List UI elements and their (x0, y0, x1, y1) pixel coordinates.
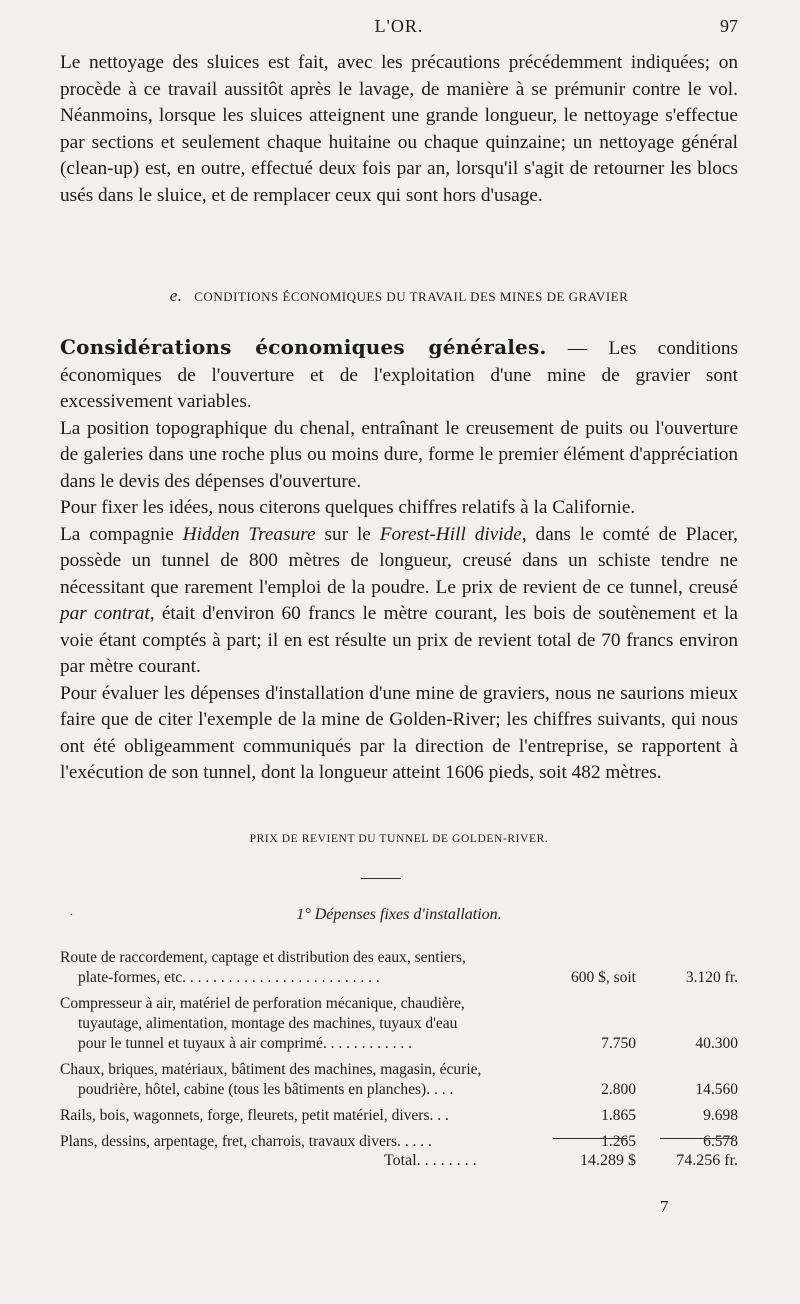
cost-dollars: 2.800 (601, 1081, 636, 1098)
cost-francs: 3.120 fr. (685, 969, 738, 986)
paragraph-rest: — Les conditions économiques de l'ouverture et de l'exploitation d'une mine de gravier sont excessivement variables. (60, 338, 738, 412)
cost-francs: 14.560 (695, 1081, 738, 1098)
body-text-economics (60, 334, 738, 787)
section-letter: e. (169, 286, 183, 305)
running-head (60, 16, 738, 42)
row-description (60, 1060, 556, 1100)
section-title: CONDITIONS ÉCONOMIQUES DU TRAVAIL DES MINES DE GRAVIER (194, 289, 629, 304)
table-row (60, 994, 740, 1054)
print-speck: · (70, 910, 74, 921)
text-run: , était d'environ 60 francs le mètre courant, les bois de soutènement et la voie étant comptés à part; il en est résulte un prix de revient total de 70 francs environ par mètre courant. (60, 603, 738, 677)
table-row (60, 948, 740, 988)
paragraph-california (60, 495, 738, 522)
signature-mark: 7 (660, 1197, 669, 1216)
row-line: Plans, dessins, arpentage, fret, charrois, travaux divers. . . . . (60, 1133, 432, 1150)
total-dollars: 14.289 $ (580, 1152, 636, 1169)
cost-francs: 9.698 (703, 1107, 738, 1124)
total-francs: 74.256 fr. (676, 1152, 738, 1169)
company-name: Hidden Treasure (182, 523, 316, 545)
text-run: sur le (315, 523, 380, 545)
cost-table (60, 948, 740, 1158)
place-name: Forest-Hill divide (379, 523, 522, 545)
table-subheading: 1° Dépenses fixes d'installation. (296, 906, 502, 923)
total-label: Total. . . . . . . . (384, 1152, 477, 1169)
table-row (60, 1060, 740, 1100)
row-description (60, 948, 556, 988)
paragraph-lead: Considérations économiques générales. (60, 335, 547, 359)
row-line: Rails, bois, wagonnets, forge, fleurets, petit matériel, divers. . . (60, 1107, 449, 1124)
text-run: La compagnie (60, 523, 183, 545)
row-line: poudrière, hôtel, cabine (tous les bâtiments en planches). . . . (78, 1081, 454, 1098)
paragraph-text: Le nettoyage des sluices est fait, avec les précautions précédemment indiquées; on procède à ce travail aussitôt après le lavage, de manière à se prémunir contre le vol. Néanmoins, lorsque les sluices atteignent une grande longueur, le nettoyage s'effectue par sections et seulement chaque huitaine ou chaque quinzaine; un nettoyage général (clean-up) est, en outre, effectué deux fois par an, lorsqu'il s'agit de retourner les blocs usés dans le sluice, et de remplacer ceux qui sont hors d'usage. (60, 52, 738, 206)
paragraph-sluice-cleaning (60, 50, 738, 209)
row-line: Route de raccordement, captage et distribution des eaux, sentiers, (60, 949, 466, 966)
emphasis: par contrat (60, 603, 150, 624)
row-description (60, 1106, 556, 1126)
table-title: PRIX DE REVIENT DU TUNNEL DE GOLDEN-RIVER. (249, 833, 549, 845)
row-line: plate-formes, etc. . . . . . . . . . . . . . . . . . . . . . . . . . (78, 969, 380, 986)
divider-rule (361, 878, 401, 879)
cost-dollars: 1.265 (601, 1133, 636, 1150)
paragraph-text: La position topographique du chenal, entraînant le creusement de puits ou l'ouverture de galeries dans une roche plus ou moins dure, forme le premier élément d'appréciation dans le devis des dépenses d'ouverture. (60, 417, 738, 492)
section-heading (60, 286, 738, 306)
paragraph-topography (60, 416, 738, 496)
row-line: pour le tunnel et tuyaux à air comprimé. . . . . . . . . . . . (78, 1035, 413, 1052)
paragraph-text: Pour évaluer les dépenses d'installation d'une mine de graviers, nous ne saurions mieux faire que de citer l'exemple de la mine de Golden-River; les chiffres suivants, qui nous ont été obligeamment communiqués par la direction de l'entreprise, se rapportent à l'exécution de son tunnel, dont la longueur atteint 1606 pieds, soit 482 mètres. (60, 682, 738, 783)
sum-rule-dollars (553, 1138, 627, 1139)
row-line: Chaux, briques, matériaux, bâtiment des machines, magasin, écurie, (60, 1061, 482, 1078)
row-description (60, 994, 556, 1054)
cost-dollars: 7.750 (601, 1035, 636, 1052)
row-description (60, 1132, 556, 1152)
text-run: , dans le comté de Placer, possède un tunnel de 800 mètres de longueur, creusé dans un schiste tendre ne nécessitant que rarement l'emploi de la poudre. Le prix de revient de ce tunnel, creusé (60, 523, 738, 598)
table-row (60, 1132, 740, 1152)
paragraph-golden-river (60, 681, 738, 787)
paragraph-text: Pour fixer les idées, nous citerons quelques chiffres relatifs à la Californie. (60, 497, 636, 518)
row-line: tuyautage, alimentation, montage des machines, tuyaux d'eau (78, 1015, 458, 1032)
row-line: Compresseur à air, matériel de perforation mécanique, chaudière, (60, 995, 465, 1012)
cost-dollars: 1.865 (601, 1107, 636, 1124)
paragraph-economic-considerations (60, 334, 738, 416)
running-title: L'OR. (374, 16, 424, 36)
sum-rule-francs (660, 1138, 734, 1139)
table-row (60, 1106, 740, 1126)
page-number: 97 (720, 16, 738, 36)
cost-francs: 6.578 (703, 1133, 738, 1150)
cost-francs: 40.300 (695, 1035, 738, 1052)
cost-dollars: 600 $, soit (570, 969, 636, 986)
paragraph-hidden-treasure (60, 522, 738, 681)
